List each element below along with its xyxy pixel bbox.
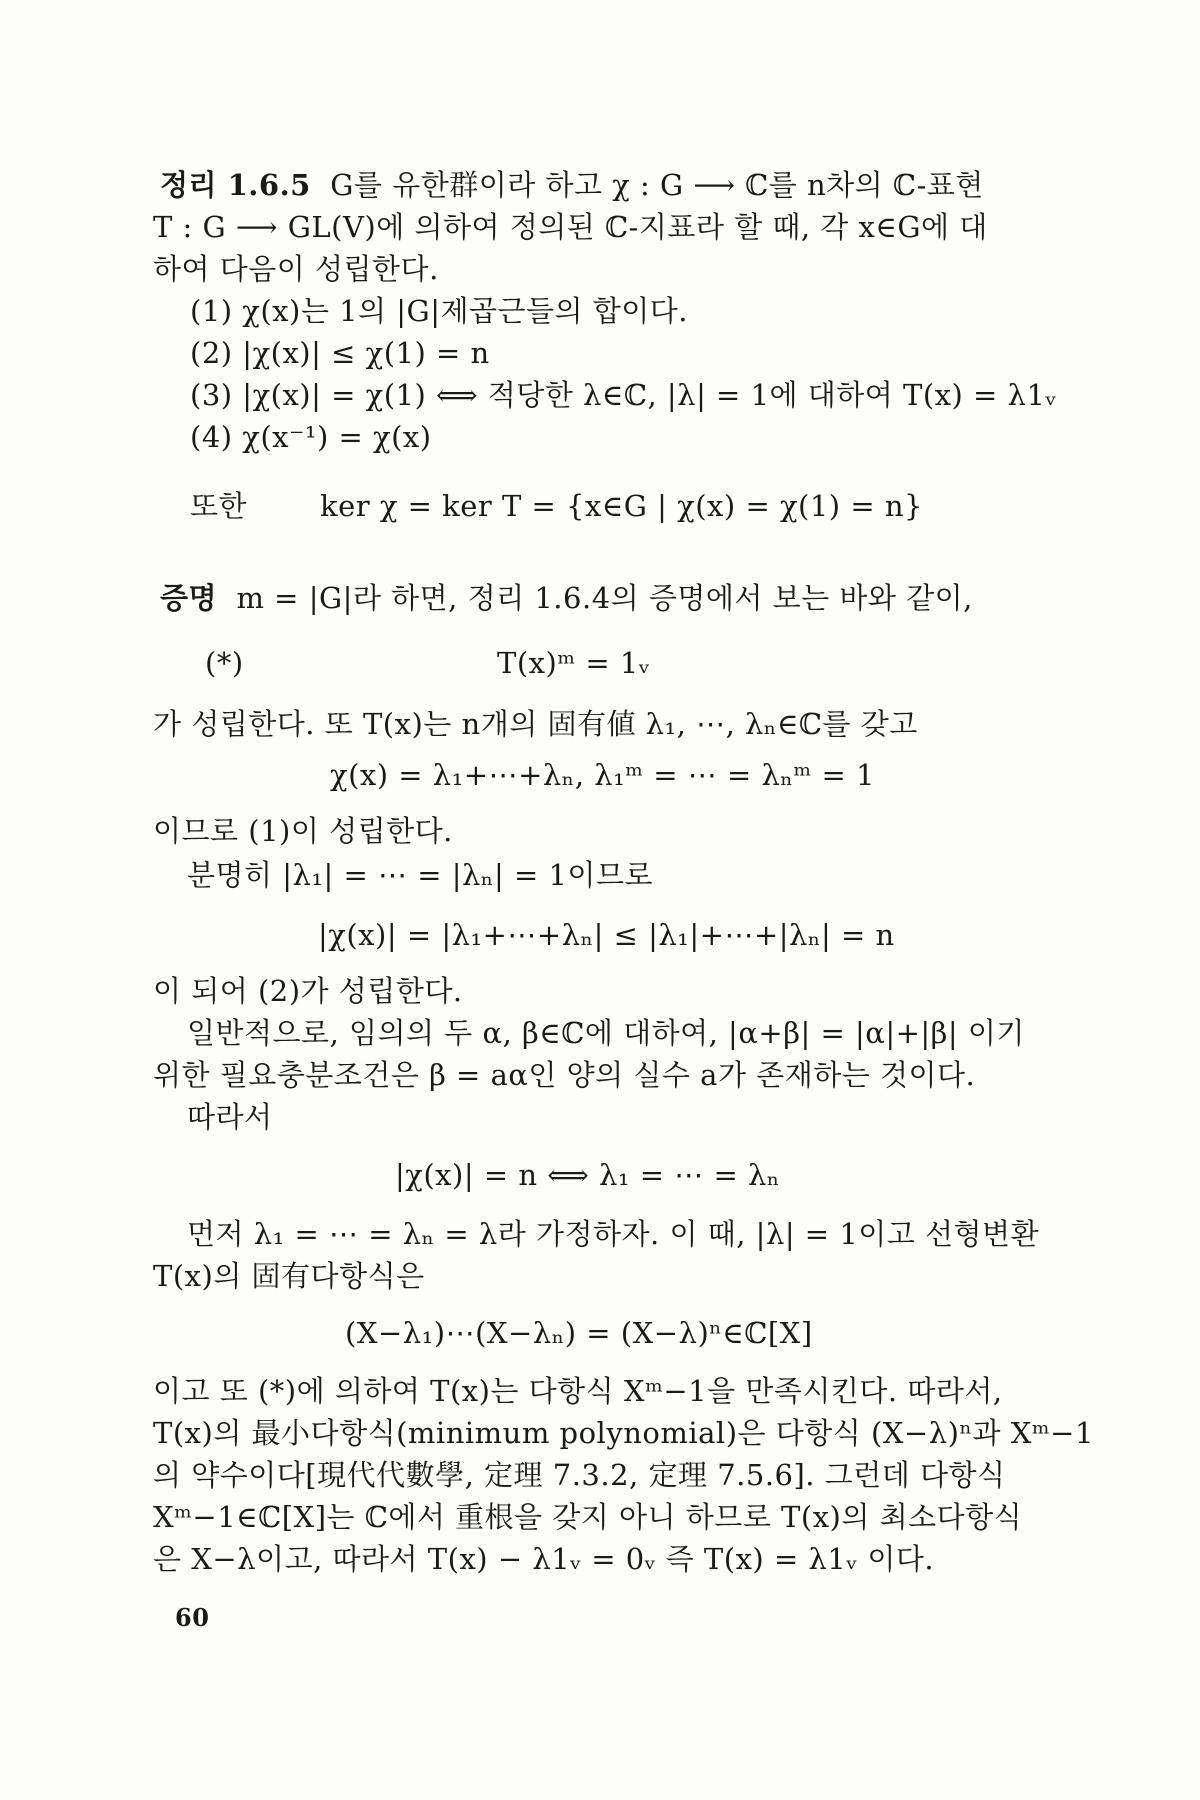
equation-3: |χ(x)| = n ⟺ λ₁ = ⋯ = λₙ <box>395 1158 780 1192</box>
proof-line-13: 의 약수이다[現代代數學, 定理 7.3.2, 定理 7.5.6]. 그런데 다항식 <box>153 1458 1006 1492</box>
proof-line-11: 이고 또 (*)에 의하여 T(x)는 다항식 Xᵐ−1을 만족시킨다. 따라서, <box>153 1374 1003 1408</box>
proof-line-14: Xᵐ−1∈ℂ[X]는 ℂ에서 重根을 갖지 아니 하므로 T(x)의 최소다항식 <box>153 1500 1023 1534</box>
star-label: (*) <box>205 646 244 680</box>
also-label: 또한 <box>190 489 248 523</box>
theorem-heading: 정리 1.6.5 <box>160 168 311 202</box>
proof-line-15: 은 X−λ이고, 따라서 T(x) − λ1ᵥ = 0ᵥ 즉 T(x) = λ1ᵥ 이다. <box>153 1542 935 1576</box>
theorem-item-4: (4) χ(x⁻¹) = χ(x) <box>190 420 432 454</box>
theorem-text-1: G를 유한群이라 하고 χ : G ⟶ ℂ를 n차의 ℂ-표현 <box>330 168 984 202</box>
proof-heading: 증명 <box>160 581 218 615</box>
equation-2: |χ(x)| = |λ₁+⋯+λₙ| ≤ |λ₁|+⋯+|λₙ| = n <box>318 918 895 952</box>
theorem-line-3: 하여 다음이 성립한다. <box>153 252 439 286</box>
proof-line-2: 가 성립한다. 또 T(x)는 n개의 固有値 λ₁, ⋯, λₙ∈ℂ를 갖고 <box>153 707 918 741</box>
proof-text-1: m = |G|라 하면, 정리 1.6.4의 증명에서 보는 바와 같이, <box>236 581 973 615</box>
theorem-line-1 <box>160 167 984 203</box>
star-formula: T(x)ᵐ = 1ᵥ <box>497 646 651 680</box>
theorem-item-2: (2) |χ(x)| ≤ χ(1) = n <box>190 336 490 370</box>
proof-line-12: T(x)의 最小다항식(minimum polynomial)은 다항식 (X−λ)ⁿ과 Xᵐ−1 <box>153 1416 1094 1450</box>
also-formula: ker χ = ker T = {x∈G | χ(x) = χ(1) = n} <box>320 489 923 523</box>
equation-4: (X−λ₁)⋯(X−λₙ) = (X−λ)ⁿ∈ℂ[X] <box>345 1316 813 1350</box>
proof-line-10: T(x)의 固有다항식은 <box>153 1259 425 1293</box>
proof-line-3: 이므로 (1)이 성립한다. <box>153 814 453 848</box>
proof-line-1 <box>160 580 973 616</box>
proof-line-4: 분명히 |λ₁| = ⋯ = |λₙ| = 1이므로 <box>187 858 653 892</box>
equation-1: χ(x) = λ₁+⋯+λₙ, λ₁ᵐ = ⋯ = λₙᵐ = 1 <box>330 758 875 792</box>
theorem-item-1: (1) χ(x)는 1의 |G|제곱근들의 합이다. <box>190 294 689 328</box>
page-number: 60 <box>175 1603 210 1632</box>
proof-line-6: 일반적으로, 임의의 두 α, β∈ℂ에 대하여, |α+β| = |α|+|β| 이기 <box>187 1016 1025 1050</box>
proof-line-5: 이 되어 (2)가 성립한다. <box>153 974 463 1008</box>
proof-line-9: 먼저 λ₁ = ⋯ = λₙ = λ라 가정하자. 이 때, |λ| = 1이고 선형변환 <box>187 1217 1040 1251</box>
proof-line-8: 따라서 <box>187 1100 273 1134</box>
theorem-line-2: T : G ⟶ GL(V)에 의하여 정의된 ℂ-지표라 할 때, 각 x∈G에 대 <box>153 210 988 244</box>
proof-line-7: 위한 필요충분조건은 β = aα인 양의 실수 a가 존재하는 것이다. <box>153 1058 976 1092</box>
theorem-item-3: (3) |χ(x)| = χ(1) ⟺ 적당한 λ∈ℂ, |λ| = 1에 대하여 T(x) = λ1ᵥ <box>190 378 1057 412</box>
